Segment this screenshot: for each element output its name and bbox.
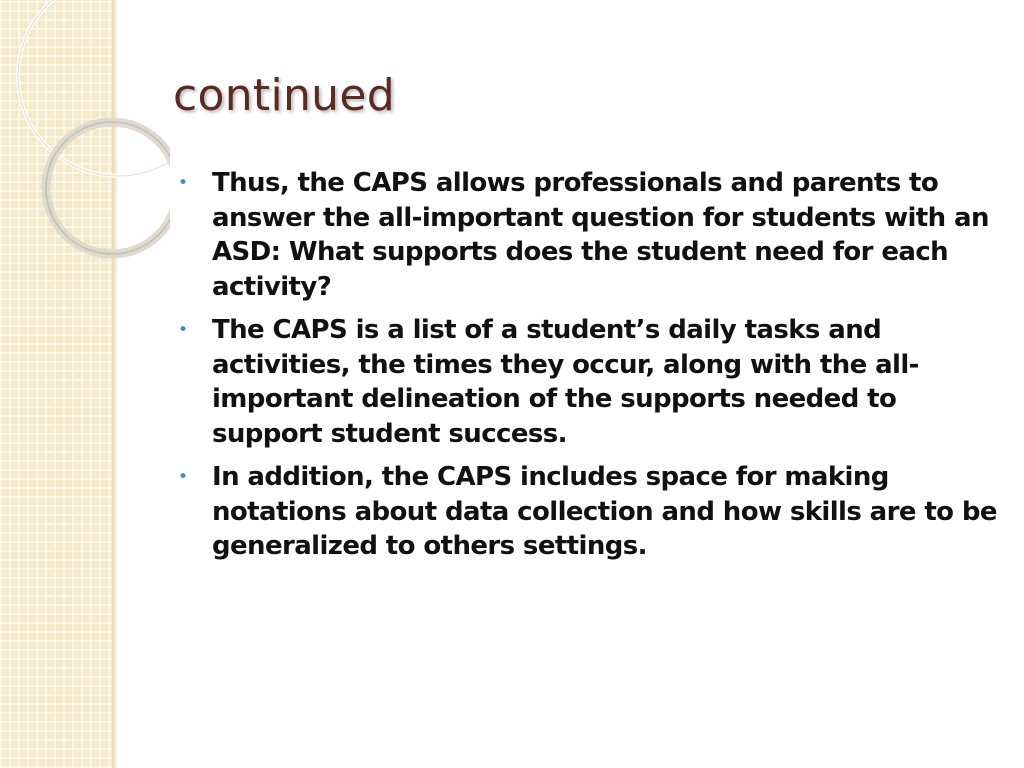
bullet-list <box>178 166 998 573</box>
bullet-text: The CAPS is a list of a student’s daily tasks and activities, the times they occur, along with the all-important delineation of the supports needed to support student success. <box>212 315 919 449</box>
bullet-dot-icon: • <box>178 320 189 340</box>
slide-title: continued <box>173 70 395 121</box>
bullet-item <box>178 460 998 564</box>
bullet-text: Thus, the CAPS allows professionals and parents to answer the all-important question for students with an ASD: What supports does the student need for each activity? <box>212 168 989 302</box>
bullet-dot-icon: • <box>178 467 189 487</box>
bullet-dot-icon: • <box>178 173 189 193</box>
bullet-item <box>178 166 998 304</box>
decorative-side-panel <box>0 0 112 768</box>
side-panel-edge <box>112 0 118 768</box>
bullet-item <box>178 313 998 451</box>
bullet-text: In addition, the CAPS includes space for making notations about data collection and how skills are to be generalized to others settings. <box>212 462 997 561</box>
